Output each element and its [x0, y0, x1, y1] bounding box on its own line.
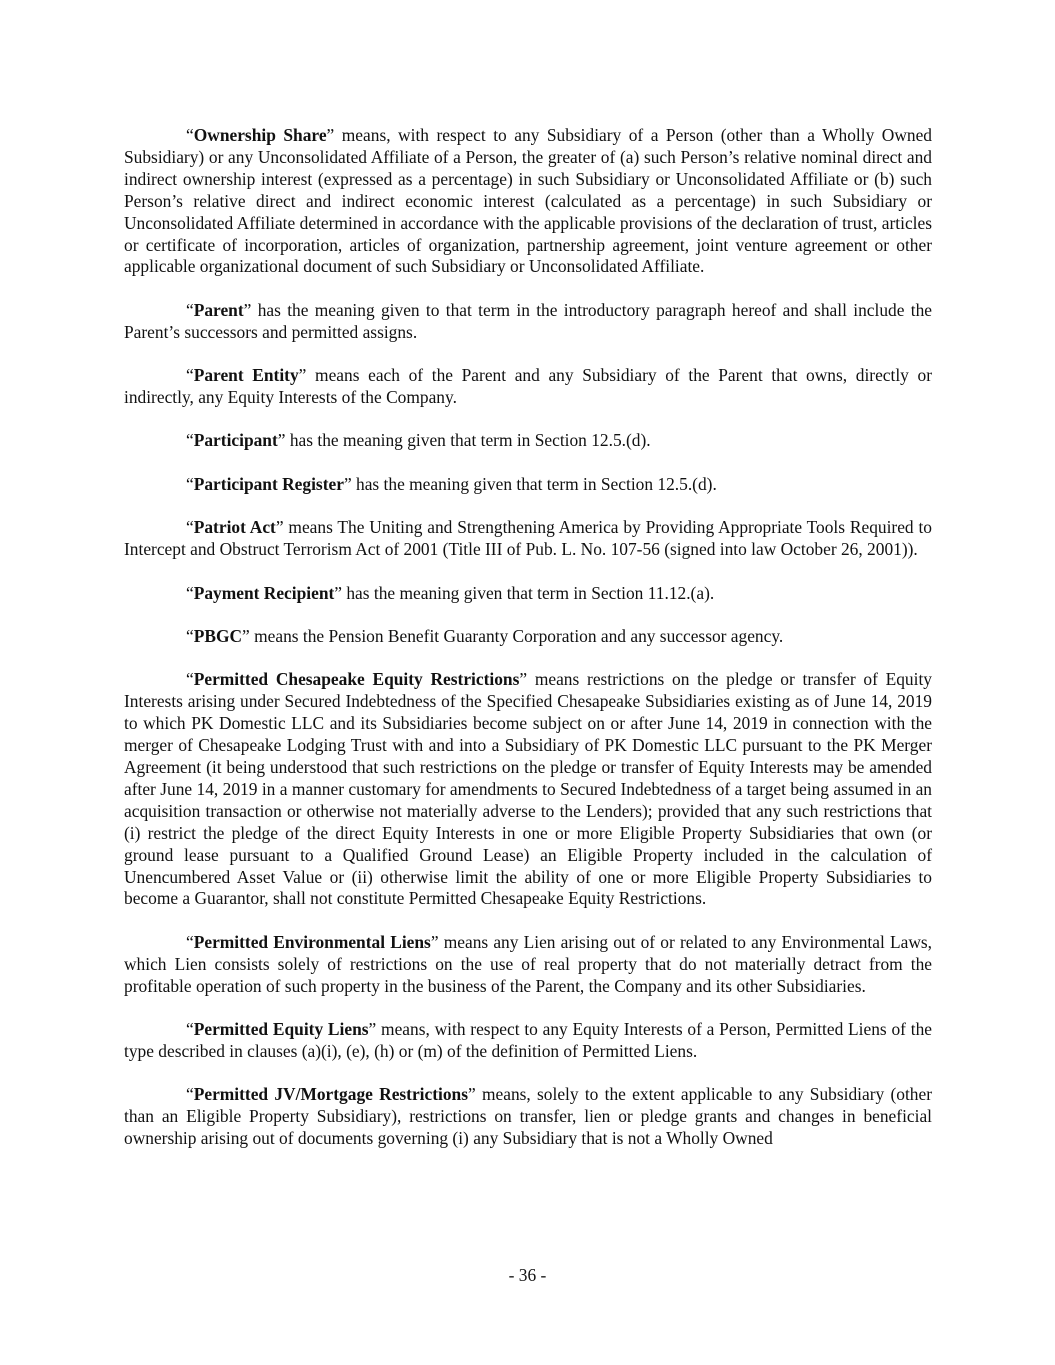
page-number: - 36 - [508, 1265, 547, 1285]
defined-term: Participant Register [193, 473, 344, 494]
defined-term: Payment Recipient [193, 582, 335, 603]
defined-term: Permitted Equity Liens [193, 1019, 369, 1040]
definition-text: means, with respect to any Equity Interests of a Person, Permitted Liens of the type described in clauses (a)(i), (e), (h) or (m) of the definition of Permitted Liens. [124, 1019, 932, 1061]
definition-permitted-environmental-liens: “Permitted Environmental Liens” means any Lien arising out of or related to any Environmental Laws, which Lien consists solely of restrictions on the use of real property that do not materially detract from the profitable operation of such property in the business of the Parent, the Company and its other Subsidiaries. [124, 931, 932, 996]
definition-permitted-equity-liens: “Permitted Equity Liens” means, with respect to any Equity Interests of a Person, Permitted Liens of the type described in clauses (a)(i), (e), (h) or (m) of the definition of Permitted Liens. [124, 1019, 932, 1061]
definition-parent-entity: “Parent Entity” means each of the Parent and any Subsidiary of the Parent that owns, directly or indirectly, any Equity Interests of the Company. [124, 365, 933, 408]
definition-ownership-share: “Ownership Share” means, with respect to any Subsidiary of a Person (other than a Wholly Owned Subsidiary) or any Unconsolidated Affiliate of a Person, the greater of (a) such Person’s relative nominal direct and indirect ownership interest (expressed as a percentage) in such Subsidiary or Unconsolidated Affiliate or (b) such Person’s relative direct and indirect economic interest (calculated as a percentage) in such Subsidiary or Unconsolidated Affiliate determined in accordance with the applicable provisions of the declaration of trust, articles or certificate of incorporation, articles of organization, partnership agreement, joint venture agreement or other applicable organizational document of such Subsidiary or Unconsolidated Affiliate. [124, 125, 933, 277]
defined-term: Parent [193, 299, 244, 320]
defined-term: Parent Entity [193, 365, 299, 386]
definition-permitted-jv-mortgage-restrictions: “Permitted JV/Mortgage Restrictions” means, solely to the extent applicable to any Subsidiary (other than an Eligible Property Subsidiary), restrictions on transfer, lien or pledge grants and changes in beneficial ownership arising out of documents governing (i) any Subsidiary that is not a Wholly Owned [124, 1084, 932, 1149]
definition-text: means the Pension Benefit Guaranty Corporation and any successor agency. [249, 626, 784, 646]
definition-text: means restrictions on the pledge or transfer of Equity Interests arising under Secured Indebtedness of the Specified Chesapeake Subsidiaries existing as of June 14, 2019 to which PK Domestic LLC and its Subsidiaries become subject on or after June 14, 2019 in connection with the merger of Chesapeake Lodging Trust with and into a Subsidiary of PK Domestic LLC pursuant to the PK Merger Agreement (it being understood that such restrictions on the pledge or transfer of Equity Interests may be amended after June 14, 2019 in a manner customary for amendments to Secured Indebtedness of a target being assumed in an acquisition transaction or otherwise not materially adverse to the Lenders); provided that any such restrictions that (i) restrict the pledge of the direct Equity Interests in one or more Eligible Property Subsidiaries that own (or ground lease pursuant to a Qualified Ground Lease) an Eligible Property included in the calculation of Unencumbered Asset Value or (ii) otherwise limit the ability of one or more Eligible Property Subsidiaries to become a Guarantor, shall not constitute Permitted Chesapeake Equity Restrictions. [124, 669, 932, 909]
definition-text: has the meaning given that term in Section 12.5.(d). [285, 430, 651, 451]
definition-payment-recipient: “Payment Recipient” has the meaning given that term in Section 11.12.(a). [186, 582, 715, 603]
definition-text: means any Lien arising out of or related to any Environmental Laws, which Lien consists solely of restrictions on the use of real property that do not materially detract from the profitable operation of such property in the business of the Parent, the Company and its other Subsidiaries. [124, 931, 932, 996]
definition-participant: “Participant” has the meaning given that term in Section 12.5.(d). [186, 430, 651, 451]
defined-term: Permitted JV/Mortgage Restrictions [193, 1084, 468, 1105]
definition-parent: “Parent” has the meaning given to that term in the introductory paragraph hereof and shall include the Parent’s successors and permitted assigns. [124, 299, 932, 342]
defined-term: PBGC [193, 626, 243, 646]
definition-text: has the meaning given to that term in the introductory paragraph hereof and shall include the Parent’s successors and permitted assigns. [124, 299, 932, 342]
definition-participant-register: “Participant Register” has the meaning given that term in Section 12.5.(d). [186, 473, 717, 494]
defined-term: Permitted Chesapeake Equity Restrictions [193, 669, 520, 690]
definition-text: means The Uniting and Strengthening America by Providing Appropriate Tools Required to Intercept and Obstruct Terrorism Act of 2001 (Title III of Pub. L. No. 107-56 (signed into law October 26, 2001)). [124, 517, 932, 560]
definition-text: has the meaning given that term in Section 11.12.(a). [342, 582, 715, 603]
definition-text: has the meaning given that term in Section 12.5.(d). [351, 473, 717, 494]
defined-term: Permitted Environmental Liens [193, 931, 431, 952]
definition-text: means each of the Parent and any Subsidiary of the Parent that owns, directly or indirectly, any Equity Interests of the Company. [124, 365, 933, 408]
document-body [124, 125, 932, 1172]
definition-patriot-act: “Patriot Act” means The Uniting and Strengthening America by Providing Appropriate Tools Required to Intercept and Obstruct Terrorism Act of 2001 (Title III of Pub. L. No. 107-56 (signed into law October 26, 2001)). [124, 517, 932, 560]
defined-term: Ownership Share [193, 125, 327, 145]
defined-term: Participant [193, 430, 278, 451]
definition-permitted-chesapeake-equity-restrictions: “Permitted Chesapeake Equity Restrictions” means restrictions on the pledge or transfer of Equity Interests arising under Secured Indebtedness of the Specified Chesapeake Subsidiaries existing as of June 14, 2019 to which PK Domestic LLC and its Subsidiaries become subject on or after June 14, 2019 in connection with the merger of Chesapeake Lodging Trust with and into a Subsidiary of PK Domestic LLC pursuant to the PK Merger Agreement (it being understood that such restrictions on the pledge or transfer of Equity Interests may be amended after June 14, 2019 in a manner customary for amendments to Secured Indebtedness of a target being assumed in an acquisition transaction or otherwise not materially adverse to the Lenders); provided that any such restrictions that (i) restrict the pledge of the direct Equity Interests in one or more Eligible Property Subsidiaries that own (or ground lease pursuant to a Qualified Ground Lease) an Eligible Property included in the calculation of Unencumbered Asset Value or (ii) otherwise limit the ability of one or more Eligible Property Subsidiaries to become a Guarantor, shall not constitute Permitted Chesapeake Equity Restrictions. [124, 669, 932, 909]
definition-text: means, solely to the extent applicable to any Subsidiary (other than an Eligible Property Subsidiary), restrictions on transfer, lien or pledge grants and changes in beneficial ownership arising out of documents governing (i) any Subsidiary that is not a Wholly Owned [124, 1084, 932, 1149]
definition-pbgc: “PBGC” means the Pension Benefit Guaranty Corporation and any successor agency. [186, 626, 784, 646]
defined-term: Patriot Act [193, 517, 276, 538]
definition-text: means, with respect to any Subsidiary of a Person (other than a Wholly Owned Subsidiary) or any Unconsolidated Affiliate of a Person, the greater of (a) such Person’s relative nominal direct and indirect ownership interest (expressed as a percentage) in such Subsidiary or Unconsolidated Affiliate or (b) such Person’s relative direct and indirect economic interest (calculated as a percentage) in such Subsidiary or Unconsolidated Affiliate determined in accordance with the applicable provisions of the declaration of trust, articles or certificate of incorporation, articles of organization, partnership agreement, joint venture agreement or other applicable organizational document of such Subsidiary or Unconsolidated Affiliate. [124, 125, 933, 277]
